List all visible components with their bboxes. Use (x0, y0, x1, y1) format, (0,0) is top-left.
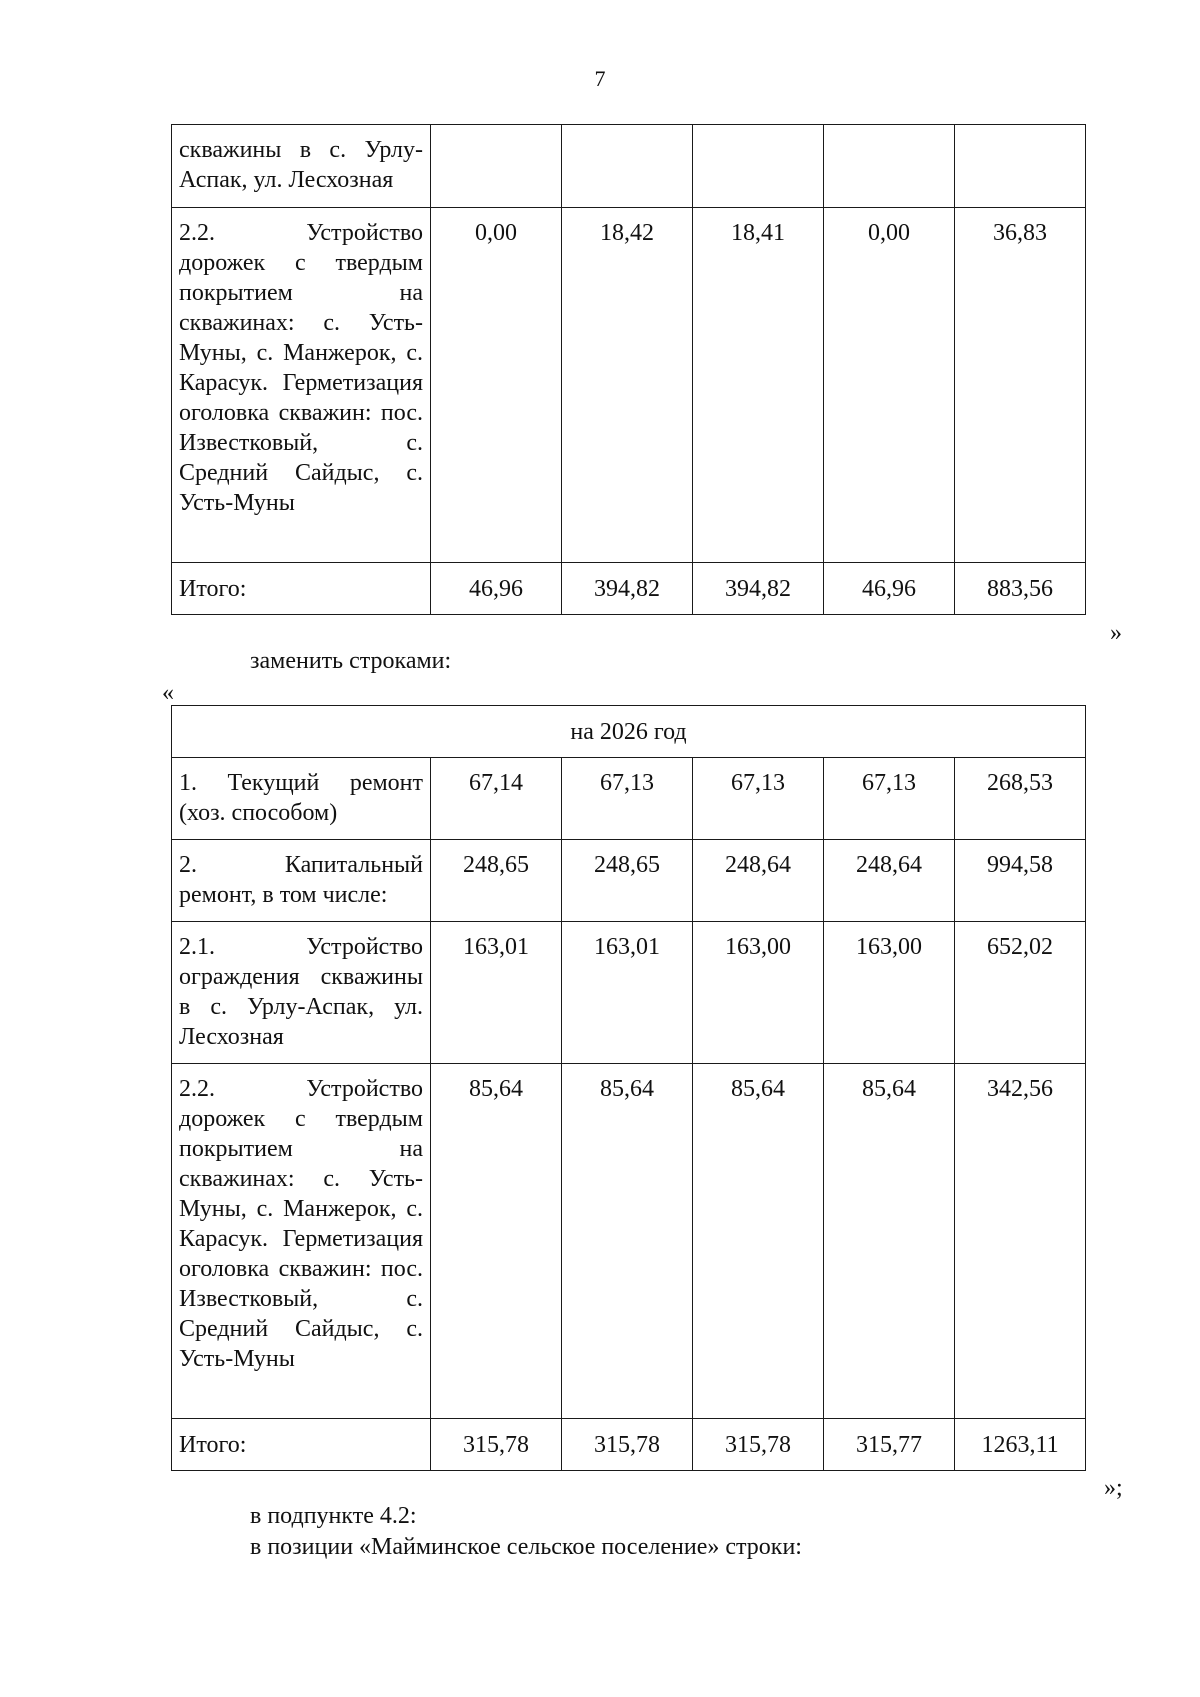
year-header: на 2026 год (172, 706, 1086, 758)
cell-value (955, 125, 1086, 208)
position-paragraph: в позиции «Майминское сельское поселение» строки: (250, 1534, 802, 1560)
cell-value (562, 125, 693, 208)
cell-value: 67,13 (693, 758, 824, 840)
table-row-total (172, 563, 1086, 615)
cell-value: 994,58 (955, 840, 1086, 922)
cell-value: 163,01 (431, 922, 562, 1064)
row-label: 1. Текущий ремонт (хоз. способом) (172, 758, 431, 840)
cell-value: 652,02 (955, 922, 1086, 1064)
cell-value: 85,64 (562, 1064, 693, 1419)
row-label: 2.2. Устройство дорожек с твердым покрытием на скважинах: с. Усть-Муны, с. Манжерок, с. Карасук. Герметизация оголовка скважин: пос. Известковый, с. Средний Сайдыс, с. Усть-Муны (172, 1064, 431, 1419)
replace-instruction: заменить строками: (250, 648, 452, 674)
table-row (172, 758, 1086, 840)
budget-table-original (171, 124, 1086, 615)
cell-value: 248,65 (562, 840, 693, 922)
cell-value: 46,96 (431, 563, 562, 615)
cell-value: 315,78 (693, 1419, 824, 1471)
cell-value: 315,78 (431, 1419, 562, 1471)
cell-value: 1263,11 (955, 1419, 1086, 1471)
cell-value: 394,82 (562, 563, 693, 615)
opening-quote: « (162, 680, 174, 706)
budget-table-replacement (171, 705, 1086, 1471)
table-row-total (172, 1419, 1086, 1471)
cell-value: 67,13 (824, 758, 955, 840)
row-label: скважины в с. Урлу-Аспак, ул. Лесхозная (172, 125, 431, 208)
cell-value: 46,96 (824, 563, 955, 615)
row-label: Итого: (172, 1419, 431, 1471)
cell-value: 163,00 (693, 922, 824, 1064)
cell-value: 36,83 (955, 208, 1086, 563)
row-label: 2.1. Устройство ограждения скважины в с. Урлу-Аспак, ул. Лесхозная (172, 922, 431, 1064)
cell-value (824, 125, 955, 208)
cell-value: 18,42 (562, 208, 693, 563)
cell-value: 0,00 (824, 208, 955, 563)
table-row (172, 922, 1086, 1064)
table-header-row (172, 706, 1086, 758)
cell-value: 268,53 (955, 758, 1086, 840)
cell-value: 342,56 (955, 1064, 1086, 1419)
cell-value: 163,01 (562, 922, 693, 1064)
cell-value: 248,64 (824, 840, 955, 922)
cell-value: 883,56 (955, 563, 1086, 615)
cell-value (431, 125, 562, 208)
cell-value: 18,41 (693, 208, 824, 563)
table-row (172, 1064, 1086, 1419)
cell-value (693, 125, 824, 208)
table-row (172, 208, 1086, 563)
row-label: Итого: (172, 563, 431, 615)
cell-value: 248,64 (693, 840, 824, 922)
cell-value: 315,78 (562, 1419, 693, 1471)
page-number: 7 (594, 66, 606, 91)
closing-quote: » (1110, 620, 1122, 646)
cell-value: 315,77 (824, 1419, 955, 1471)
row-label: 2. Капитальный ремонт, в том числе: (172, 840, 431, 922)
cell-value: 67,13 (562, 758, 693, 840)
cell-value: 394,82 (693, 563, 824, 615)
row-label: 2.2. Устройство дорожек с твердым покрытием на скважинах: с. Усть-Муны, с. Манжерок, с. Карасук. Герметизация оголовка скважин: пос. Известковый, с. Средний Сайдыс, с. Усть-Муны (172, 208, 431, 563)
cell-value: 67,14 (431, 758, 562, 840)
cell-value: 85,64 (431, 1064, 562, 1419)
table-row (172, 125, 1086, 208)
cell-value: 85,64 (824, 1064, 955, 1419)
cell-value: 248,65 (431, 840, 562, 922)
closing-quote-semicolon: »; (1104, 1475, 1123, 1501)
subclause-paragraph: в подпункте 4.2: (250, 1503, 417, 1529)
cell-value: 163,00 (824, 922, 955, 1064)
table-row (172, 840, 1086, 922)
cell-value: 85,64 (693, 1064, 824, 1419)
cell-value: 0,00 (431, 208, 562, 563)
